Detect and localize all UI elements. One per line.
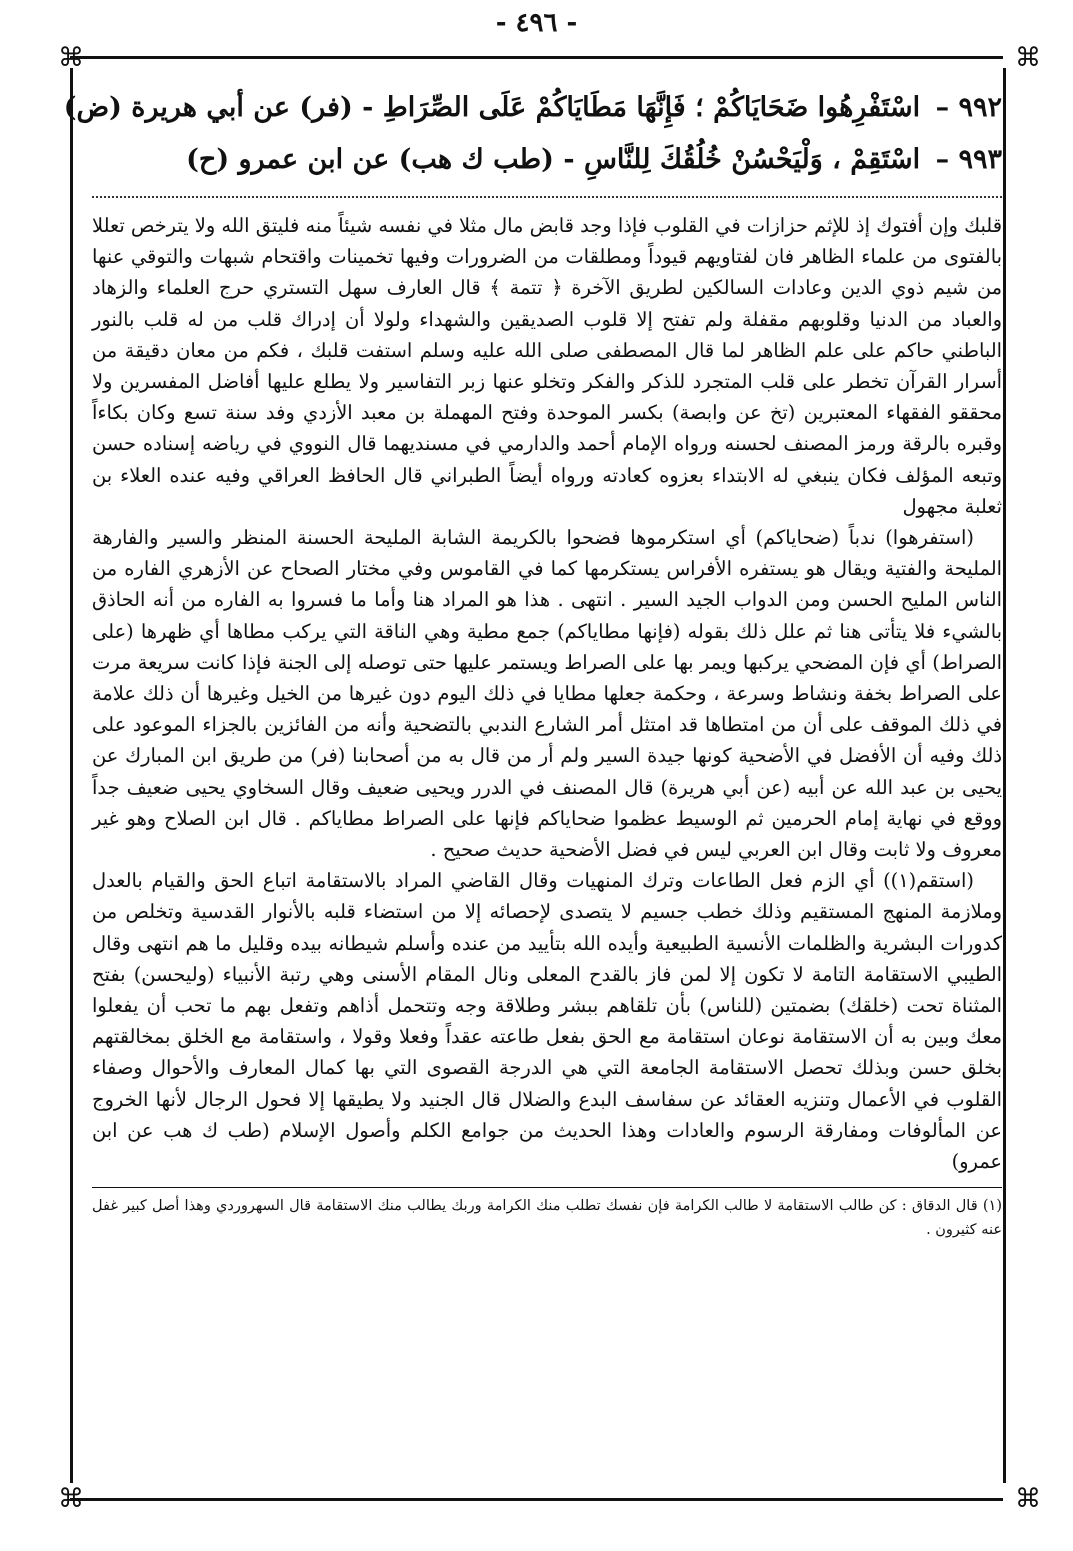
hadith-entry <box>92 134 1002 186</box>
frame-left-line <box>70 68 73 1483</box>
hadith-number: ٩٩٢ – <box>935 92 1002 123</box>
commentary-paragraph: قلبك وإن أفتوك إذ للإثم حزازات في القلوب فإذا وجد قابض مال مثلا في نفسه شيئاً منه فليتق الله ولا يترخص تعللا بالفتوى من علماء الظاهر فان لفتاويهم قيوداً ومطلقات من الضرورات وفيها تخمينات واقتحام شبهات والتوقي عنها من شيم ذوي الدين وعادات السالكين لطريق الآخرة ﴿ تتمة ﴾ قال العارف سهل التستري حرج العلماء والزهاد والعباد من الدنيا وقلوبهم مقفلة ولم تفتح إلا قلوب الصديقين والشهداء ولولا أن إدراك قلب من له قلب بالنور الباطني حاكم على علم الظاهر لما قال المصطفى صلى الله عليه وسلم استفت قلبك ، فكم من معان دقيقة من أسرار القرآن تخطر على قلب المتجرد للذكر والفكر وتخلو عنها زبر التفاسير ولا يطلع عليها أفاضل المفسرين ولا محققو الفقهاء المعتبرين (تخ عن وابصة) بكسر الموحدة وفتح المهملة بن معبد الأزدي وفد سنة تسع وكان بكاءاً وقبره بالرقة ورمز المصنف لحسنه ورواه الإمام أحمد والدارمي في مسنديهما قال النووي في رياضه إسناده حسن وتبعه المؤلف فكان ينبغي له الابتداء بعزوه كعادته ورواه أيضاً الطبراني قال الحافظ العراقي وفيه عنده العلاء بن ثعلبة مجهول <box>92 214 1002 518</box>
commentary-paragraph: (استفرهوا) ندباً (ضحاياكم) أي استكرموها فضحوا بالكريمة الشابة المليحة الحسنة المنظر والسير والفارهة المليحة والفتية ويقال هو يستفره الأفراس يستكرمها كما في القاموس وفي مختار الصحاح عن الأزهري الفاره من الناس المليح الحسن ومن الدواب الجيد السير . انتهى . هذا هو المراد هنا وأما ما فسروا به الفاره من أنه الحاذق بالشيء فلا يتأتى هنا ثم علل ذلك بقوله (فإنها مطاياكم) جمع مطية وهي الناقة التي يركب مطاها أي ظهرها (على الصراط) أي فإن المضحي يركبها ويمر بها على الصراط ويستمر عليها حتى توصله إلى الجنة فإذا كانت سريعة مرت على الصراط بخفة ونشاط وسرعة ، وحكمة جعلها مطايا في ذلك اليوم دون غيرها من الخيل وغيرها أن ذلك علامة في ذلك الموقف على أن من امتطاها قد امتثل أمر الشارع الندبي بالتضحية وأنه من الفائزين بالجزاء الموعود على ذلك وفيه أن الأفضل في الأضحية كونها جيدة السير ولم أر من قال به من أصحابنا (فر) من طريق ابن المبارك عن يحيى بن عبد الله عن أبيه (عن أبي هريرة) قال المصنف في الدرر ويحيى ضعيف وقال السخاوي يحيى ضعيف جداً ووقع في نهاية إمام الحرمين ثم الوسيط عظموا ضحاياكم فإنها على الصراط مطاياكم . قال ابن الصلاح وهو غير معروف ولا ثابت وقال ابن العربي ليس في فضل الأضحية حديث صحيح . <box>92 526 1002 862</box>
page-number: - ٤٩٦ - <box>495 8 578 38</box>
corner-ornament-icon: ⌘ <box>58 1484 84 1514</box>
corner-ornament-icon: ⌘ <box>58 43 84 73</box>
commentary <box>92 210 1002 1177</box>
hadith-entry <box>63 82 1002 134</box>
commentary-paragraph: (استقم(١)) أي الزم فعل الطاعات وترك المنهيات وقال القاضي المراد بالاستقامة اتباع الحق والقيام بالعدل وملازمة المنهج المستقيم وذلك خطب جسيم لا يتصدى لإحصائه إلا من استضاء قلبه بالأنوار القدسية وتخلص من كدورات البشرية والظلمات الأنسية الطبيعية وأيده الله بتأييد من عنده وأسلم شيطانه بيده وقليل ما هم انتهى وقال الطيبي الاستقامة التامة لا تكون إلا لمن فاز بالقدح المعلى ونال المقام الأسنى وهي رتبة الأنبياء (وليحسن) بفتح المثناة تحت (خلقك) بضمتين (للناس) بأن تلقاهم ببشر وطلاقة وجه وتتحمل أذاهم وتفعل بهم ما تحب أن يفعلوا معك وبين به أن الاستقامة نوعان استقامة مع الحق بفعل طاعته عقداً وفعلا وقولا ، واستقامة مع الخلق بمخالقتهم بخلق حسن وبذلك تحصل الاستقامة الجامعة التي هي الدرجة القصوى التي بها كمال المعارف والأحوال وصفاء القلوب في الأعمال وتنزيه العقائد عن سفاسف البدع والضلال قال الجنيد ولا يطيقها إلا فحول الرجال لأنها الخروج عن المألوفات ومفارقة الرسوم والعادات وهذا الحديث من جوامع الكلم وأصول الإسلام (طب ك هب عن ابن عمرو) <box>92 869 1002 1174</box>
hadith-text: اسْتَفْرِهُوا ضَحَايَاكُمْ ؛ فَإِنَّهَا مَطَايَاكُمْ عَلَى الصِّرَاطِ - (فر) عن أبي هريرة (ض) <box>63 92 921 123</box>
corner-ornament-icon: ⌘ <box>1015 43 1041 73</box>
dotted-separator <box>92 196 1002 198</box>
frame-bottom-line <box>70 1498 1003 1501</box>
footnote-separator <box>92 1187 1002 1188</box>
footnote: (١) قال الدقاق : كن طالب الاستقامة لا طالب الكرامة فإن نفسك تطلب منك الكرامة وربك يطالب منك الاستقامة قال السهروردي وهذا أصل كبير غفل عنه كثيرون . <box>92 1198 1002 1239</box>
frame-top-line <box>70 56 1003 59</box>
page-content <box>63 82 1002 1242</box>
hadith-text: اسْتَقِمْ ، وَلْيَحْسُنْ خُلُقُكَ لِلنَّاسِ - (طب ك هب) عن ابن عمرو (ح) <box>186 144 921 175</box>
hadith-number: ٩٩٣ – <box>935 144 1002 175</box>
corner-ornament-icon: ⌘ <box>1015 1484 1041 1514</box>
frame-right-line <box>1003 68 1006 1483</box>
